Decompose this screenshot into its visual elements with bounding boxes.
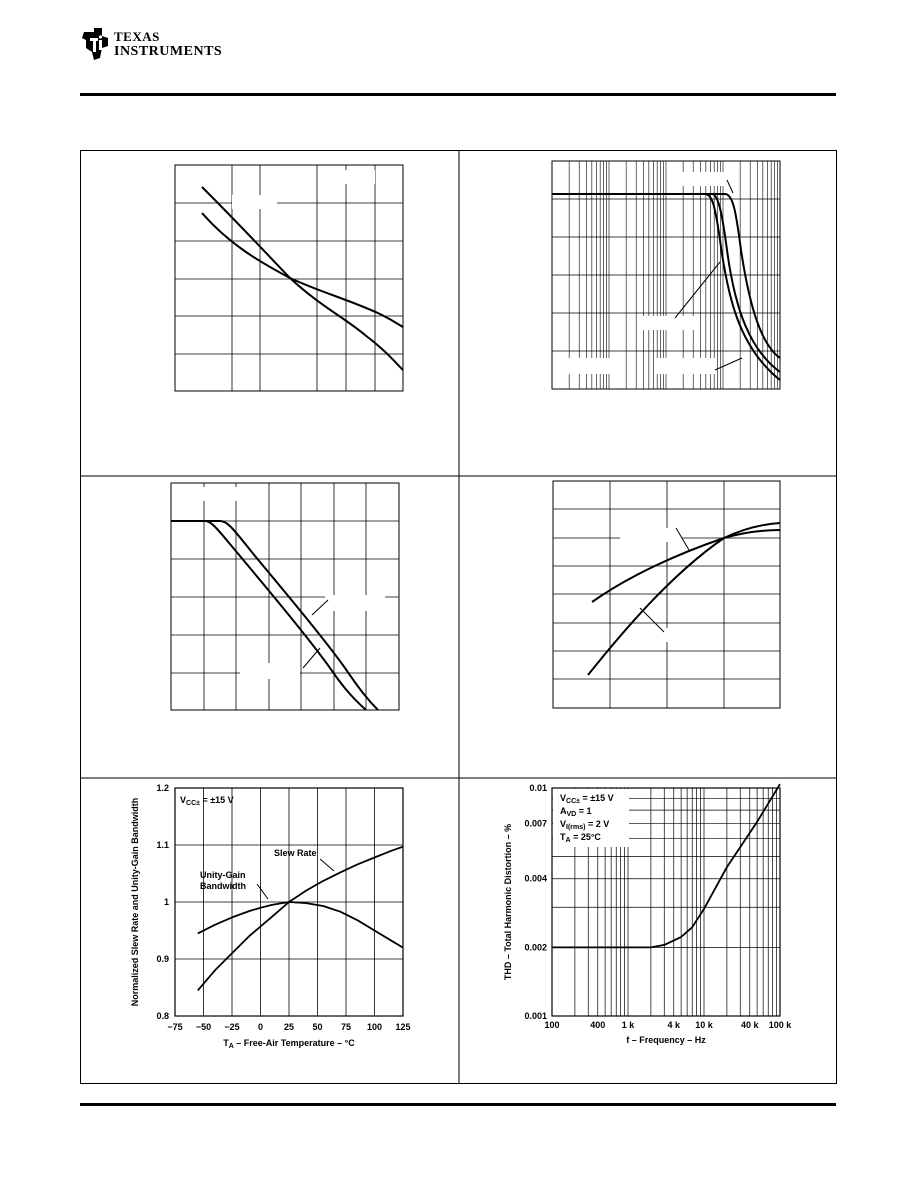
- chart-6-x-tick-label: 1 k: [621, 1020, 635, 1030]
- chart-6-annotation-vi: $V_{I(rms)} = 2$ V: [560, 819, 610, 831]
- chart-5-label-ugbw-1: Unity-Gain: [200, 870, 246, 880]
- chart-6-x-tick-label: 40 k: [740, 1020, 759, 1030]
- chart-5-y-tick-label: 0.9: [156, 954, 169, 964]
- chart-6-y-tick-label: 0.001: [524, 1011, 547, 1021]
- chart-5-x-tick-label: 50: [312, 1022, 323, 1032]
- chart-5-annotation-vcc: $V_{CC\pm} = \pm 15$ V: [180, 795, 234, 807]
- chart-5-xlabel: $T_A$ – Free-Air Temperature – °C: [223, 1038, 355, 1050]
- chart-6-x-ticks: [544, 1020, 792, 1030]
- chart-5-x-tick-label: 125: [395, 1022, 411, 1032]
- chart-6-y-tick-label: 0.007: [524, 818, 547, 829]
- chart-5-y-tick-label: 1: [163, 897, 169, 907]
- chart-6-y-tick-label: 0.01: [529, 783, 547, 793]
- logo-text-instruments: INSTRUMENTS: [114, 44, 223, 59]
- chart-6-xlabel: f – Frequency – Hz: [626, 1035, 706, 1045]
- chart-6-x-tick-label: 100: [544, 1020, 560, 1030]
- chart-6-x-tick-label: 100 k: [768, 1020, 792, 1030]
- chart-5-x-tick-label: −25: [224, 1022, 240, 1032]
- chart-6-x-tick-label: 400: [590, 1020, 606, 1030]
- chart-5-label-ugbw-2: Bandwidth: [200, 881, 246, 891]
- chart-5-x-tick-label: 25: [283, 1022, 295, 1032]
- chart-5-ylabel: Normalized Slew Rate and Unity-Gain Bandwidth: [130, 797, 140, 1007]
- chart-5-x-tick-label: −50: [195, 1022, 212, 1032]
- chart-5-x-tick-label: −75: [167, 1022, 183, 1032]
- chart-6-ylabel: THD – Total Harmonic Distortion – %: [503, 823, 513, 981]
- chart-5-y-tick-label: 1.2: [156, 783, 169, 793]
- chart-6-x-tick-label: 10 k: [695, 1020, 713, 1030]
- chart-6-annotation-ta: $T_A = 25^\circ C$: [560, 832, 601, 844]
- chart-6-annotation-avd: $A_{VD} = 1$: [560, 806, 592, 818]
- chart-6-y-tick-label: 0.004: [524, 873, 547, 884]
- chart-5-y-tick-label: 1.1: [156, 840, 169, 850]
- chart-5-x-tick-label: 75: [340, 1022, 352, 1032]
- chart-5-y-tick-label: 0.8: [156, 1011, 169, 1021]
- chart-6-annotation-vcc: $V_{CC\pm} = \pm 15$ V: [560, 793, 614, 805]
- chart-5-x-tick-label: 0: [257, 1022, 264, 1032]
- chart-6-x-tick-label: 4 k: [667, 1020, 681, 1030]
- logo-text-texas: TEXAS: [114, 29, 160, 44]
- chart-5-x-tick-label: 100: [366, 1022, 383, 1032]
- chart-6-y-ticks: [524, 783, 547, 1021]
- chart-5-label-slew-rate: Slew Rate: [274, 848, 317, 858]
- chart-6-y-tick-label: 0.002: [524, 942, 547, 953]
- footer-rule: [80, 1103, 836, 1106]
